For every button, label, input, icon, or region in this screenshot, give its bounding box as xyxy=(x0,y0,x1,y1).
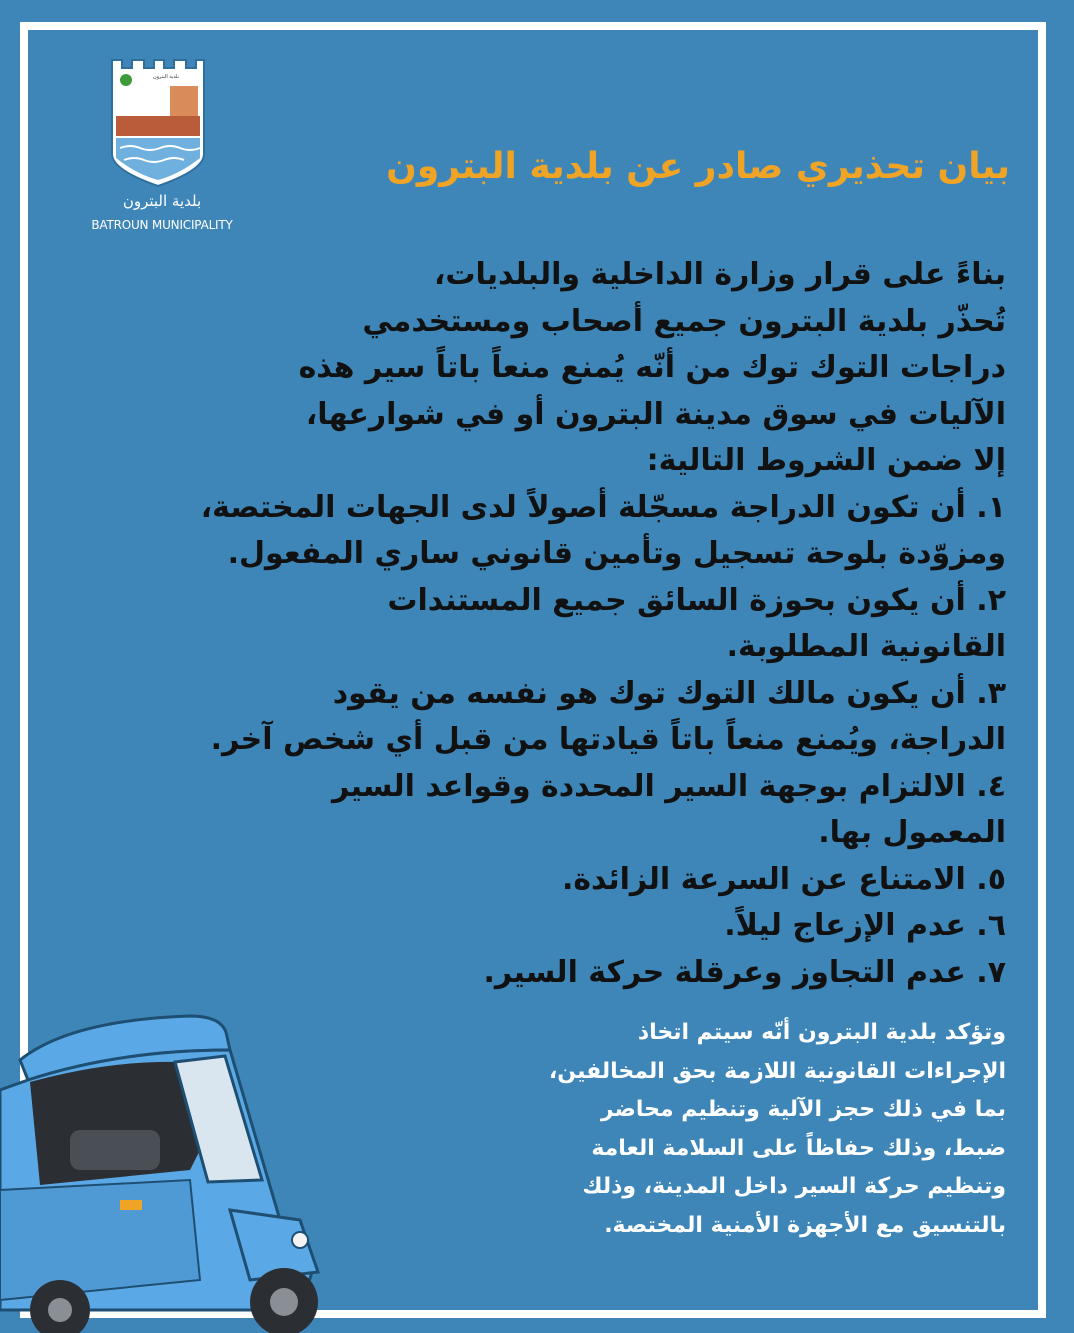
municipality-logo xyxy=(82,58,242,238)
closing-line: ضبط، وذلك حفاظاً على السلامة العامة xyxy=(591,1135,1006,1161)
closing-line: وتنظيم حركة السير داخل المدينة، وذلك xyxy=(582,1174,1006,1199)
page-title: بيان تحذيري صادر عن بلدية البترون xyxy=(386,146,1010,187)
condition-line: ٤. الالتزام بوجهة السير المحددة وقواعد السير xyxy=(331,768,1006,804)
condition-line: ٥. الامتناع عن السرعة الزائدة. xyxy=(561,861,1006,897)
body-line: تُحذّر بلدية البترون جميع أصحاب ومستخدمي xyxy=(362,303,1006,339)
condition-line: ومزوّدة بلوحة تسجيل وتأمين قانوني ساري المفعول. xyxy=(227,536,1006,571)
condition-line: ٣. أن يكون مالك التوك توك هو نفسه من يقود xyxy=(332,675,1006,711)
body-line: إلا ضمن الشروط التالية: xyxy=(646,443,1006,478)
closing-line: الإجراءات القانونية اللازمة بحق المخالفين، xyxy=(548,1058,1006,1084)
body-line: الآليات في سوق مدينة البترون أو في شوارعها، xyxy=(305,396,1006,432)
batroun-emblem xyxy=(110,58,206,188)
condition-line: المعمول بها. xyxy=(818,815,1006,850)
svg-text:بلدية البترون: بلدية البترون xyxy=(152,74,180,80)
logo-arabic-name: بلدية البترون xyxy=(122,192,202,210)
condition-line: ٧. عدم التجاوز وعرقلة حركة السير. xyxy=(483,954,1006,990)
body-line: بناءً على قرار وزارة الداخلية والبلديات، xyxy=(433,257,1006,292)
closing-line: بالتنسيق مع الأجهزة الأمنية المختصة. xyxy=(604,1212,1006,1238)
closing-paragraph xyxy=(300,1014,1006,1245)
condition-line: ٦. عدم الإزعاج ليلاً. xyxy=(724,908,1006,943)
condition-line: الدراجة، ويُمنع منعاً باتاً قيادتها من قبل أي شخص آخر. xyxy=(210,722,1006,757)
logo-english-name: BATROUN MUNICIPALITY xyxy=(91,218,233,232)
condition-line: القانونية المطلوبة. xyxy=(726,629,1006,664)
condition-line: ١. أن تكون الدراجة مسجّلة أصولاً لدى الجهات المختصة، xyxy=(200,489,1006,525)
condition-line: ٢. أن يكون بحوزة السائق جميع المستندات xyxy=(387,582,1006,618)
closing-line: بما في ذلك حجز الآلية وتنظيم محاضر xyxy=(600,1097,1006,1122)
closing-line: وتؤكد بلدية البترون أنّه سيتم اتخاذ xyxy=(637,1020,1006,1045)
tuktuk-illustration xyxy=(0,1010,350,1333)
body-line: دراجات التوك توك من أنّه يُمنع منعاً باتاً سير هذه xyxy=(298,350,1006,385)
statement-body xyxy=(40,252,1006,996)
